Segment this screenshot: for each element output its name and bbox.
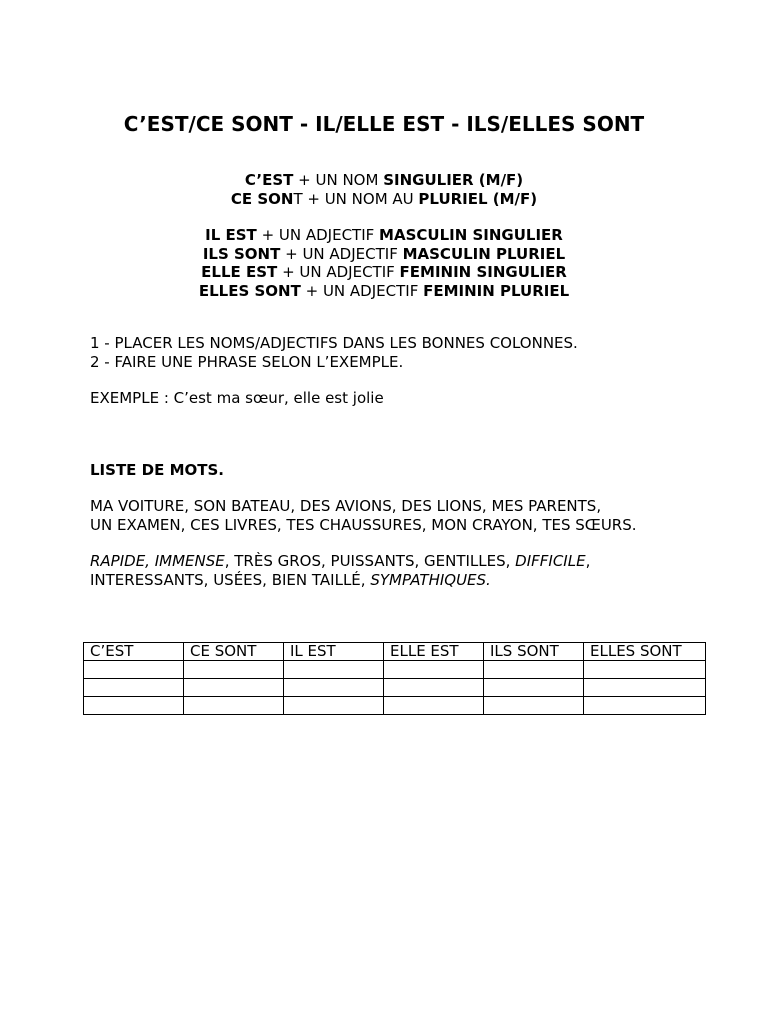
rule-line [0,245,768,264]
table-cell[interactable] [484,679,584,697]
table-row [84,697,706,715]
table-cell[interactable] [584,679,706,697]
rule-emphasis: MASCULIN PLURIEL [402,244,566,263]
rule-subject: IL EST [205,226,257,244]
word-list-heading: LISTE DE MOTS. [90,461,224,479]
rule-subject: C’EST [244,171,294,189]
rule-line [0,190,768,209]
page-title: C’EST/CE SONT - IL/ELLE EST - ILS/ELLES SONT [123,112,645,136]
rules-cest-cesont [0,171,768,208]
rule-emphasis: SINGULIER (M/F) [383,171,524,189]
rule-line [0,171,768,190]
table-cell[interactable] [584,661,706,679]
noun-list [90,497,637,534]
table-cell[interactable] [484,697,584,715]
column-header-ils-sont: ILS SONT [484,643,584,661]
table-cell[interactable] [284,697,384,715]
adjective-list-line [90,552,590,571]
table-row [84,661,706,679]
rules-il-elle [0,226,768,300]
instruction-step-1: 1 - PLACER LES NOMS/ADJECTIFS DANS LES BONNES COLONNES. [90,334,578,352]
adjective-list-line [90,571,590,590]
table-header-row [84,643,706,661]
rule-emphasis: FEMININ SINGULIER [399,263,567,281]
rule-emphasis: FEMININ PLURIEL [423,281,570,300]
table-cell[interactable] [84,697,184,715]
adjective-italic: DIFFICILE [515,552,586,570]
rule-subject: ELLES SONT [198,281,301,300]
table-cell[interactable] [84,661,184,679]
table-cell[interactable] [584,697,706,715]
sorting-table [83,642,706,715]
rule-line [0,226,768,245]
rule-emphasis: PLURIEL (M/F) [418,189,538,208]
column-header-elle-est: ELLE EST [384,643,484,661]
rule-line [0,263,768,282]
table-cell[interactable] [384,697,484,715]
table-cell[interactable] [184,679,284,697]
adjective-italic: RAPIDE, IMMENSE [90,552,225,570]
rule-text: + UN ADJECTIF [280,244,403,263]
table-cell[interactable] [84,679,184,697]
column-header-elles-sont: ELLES SONT [584,643,706,661]
adjective-italic: SYMPATHIQUES. [370,570,491,589]
adjective-text: , TRÈS GROS, PUISSANTS, GENTILLES, [224,552,516,570]
rule-subject: ILS SONT [202,244,281,263]
rule-emphasis: MASCULIN SINGULIER [379,226,563,244]
table-cell[interactable] [484,661,584,679]
table-cell[interactable] [184,661,284,679]
noun-list-line: UN EXAMEN, CES LIVRES, TES CHAUSSURES, MON CRAYON, TES SŒURS. [90,515,637,534]
table-cell[interactable] [384,661,484,679]
rule-subject: ELLE EST [201,263,278,281]
rule-text: + UN ADJECTIF [256,226,380,244]
instructions [90,334,578,371]
column-header-cest: C’EST [84,643,184,661]
instruction-step-2: 2 - FAIRE UNE PHRASE SELON L’EXEMPLE. [90,352,404,371]
noun-list-line: MA VOITURE, SON BATEAU, DES AVIONS, DES LIONS, MES PARENTS, [90,497,602,515]
adjective-text: INTERESSANTS, USÉES, BIEN TAILLÉ, [90,570,371,589]
rule-subject: CE SON [230,189,294,208]
rule-text: T + UN NOM AU [293,189,419,208]
adjective-text: , [585,552,591,570]
table-cell[interactable] [284,679,384,697]
table-cell[interactable] [284,661,384,679]
rule-text: + UN ADJECTIF [277,263,400,281]
rule-text: + UN ADJECTIF [300,281,424,300]
table-row [84,679,706,697]
rule-text: + UN NOM [293,171,384,189]
column-header-ce-sont: CE SONT [184,643,284,661]
rule-line [0,282,768,301]
example-sentence: EXEMPLE : C’est ma sœur, elle est jolie [90,389,384,407]
table-cell[interactable] [184,697,284,715]
column-header-il-est: IL EST [284,643,384,661]
adjective-list [90,552,590,589]
table-cell[interactable] [384,679,484,697]
